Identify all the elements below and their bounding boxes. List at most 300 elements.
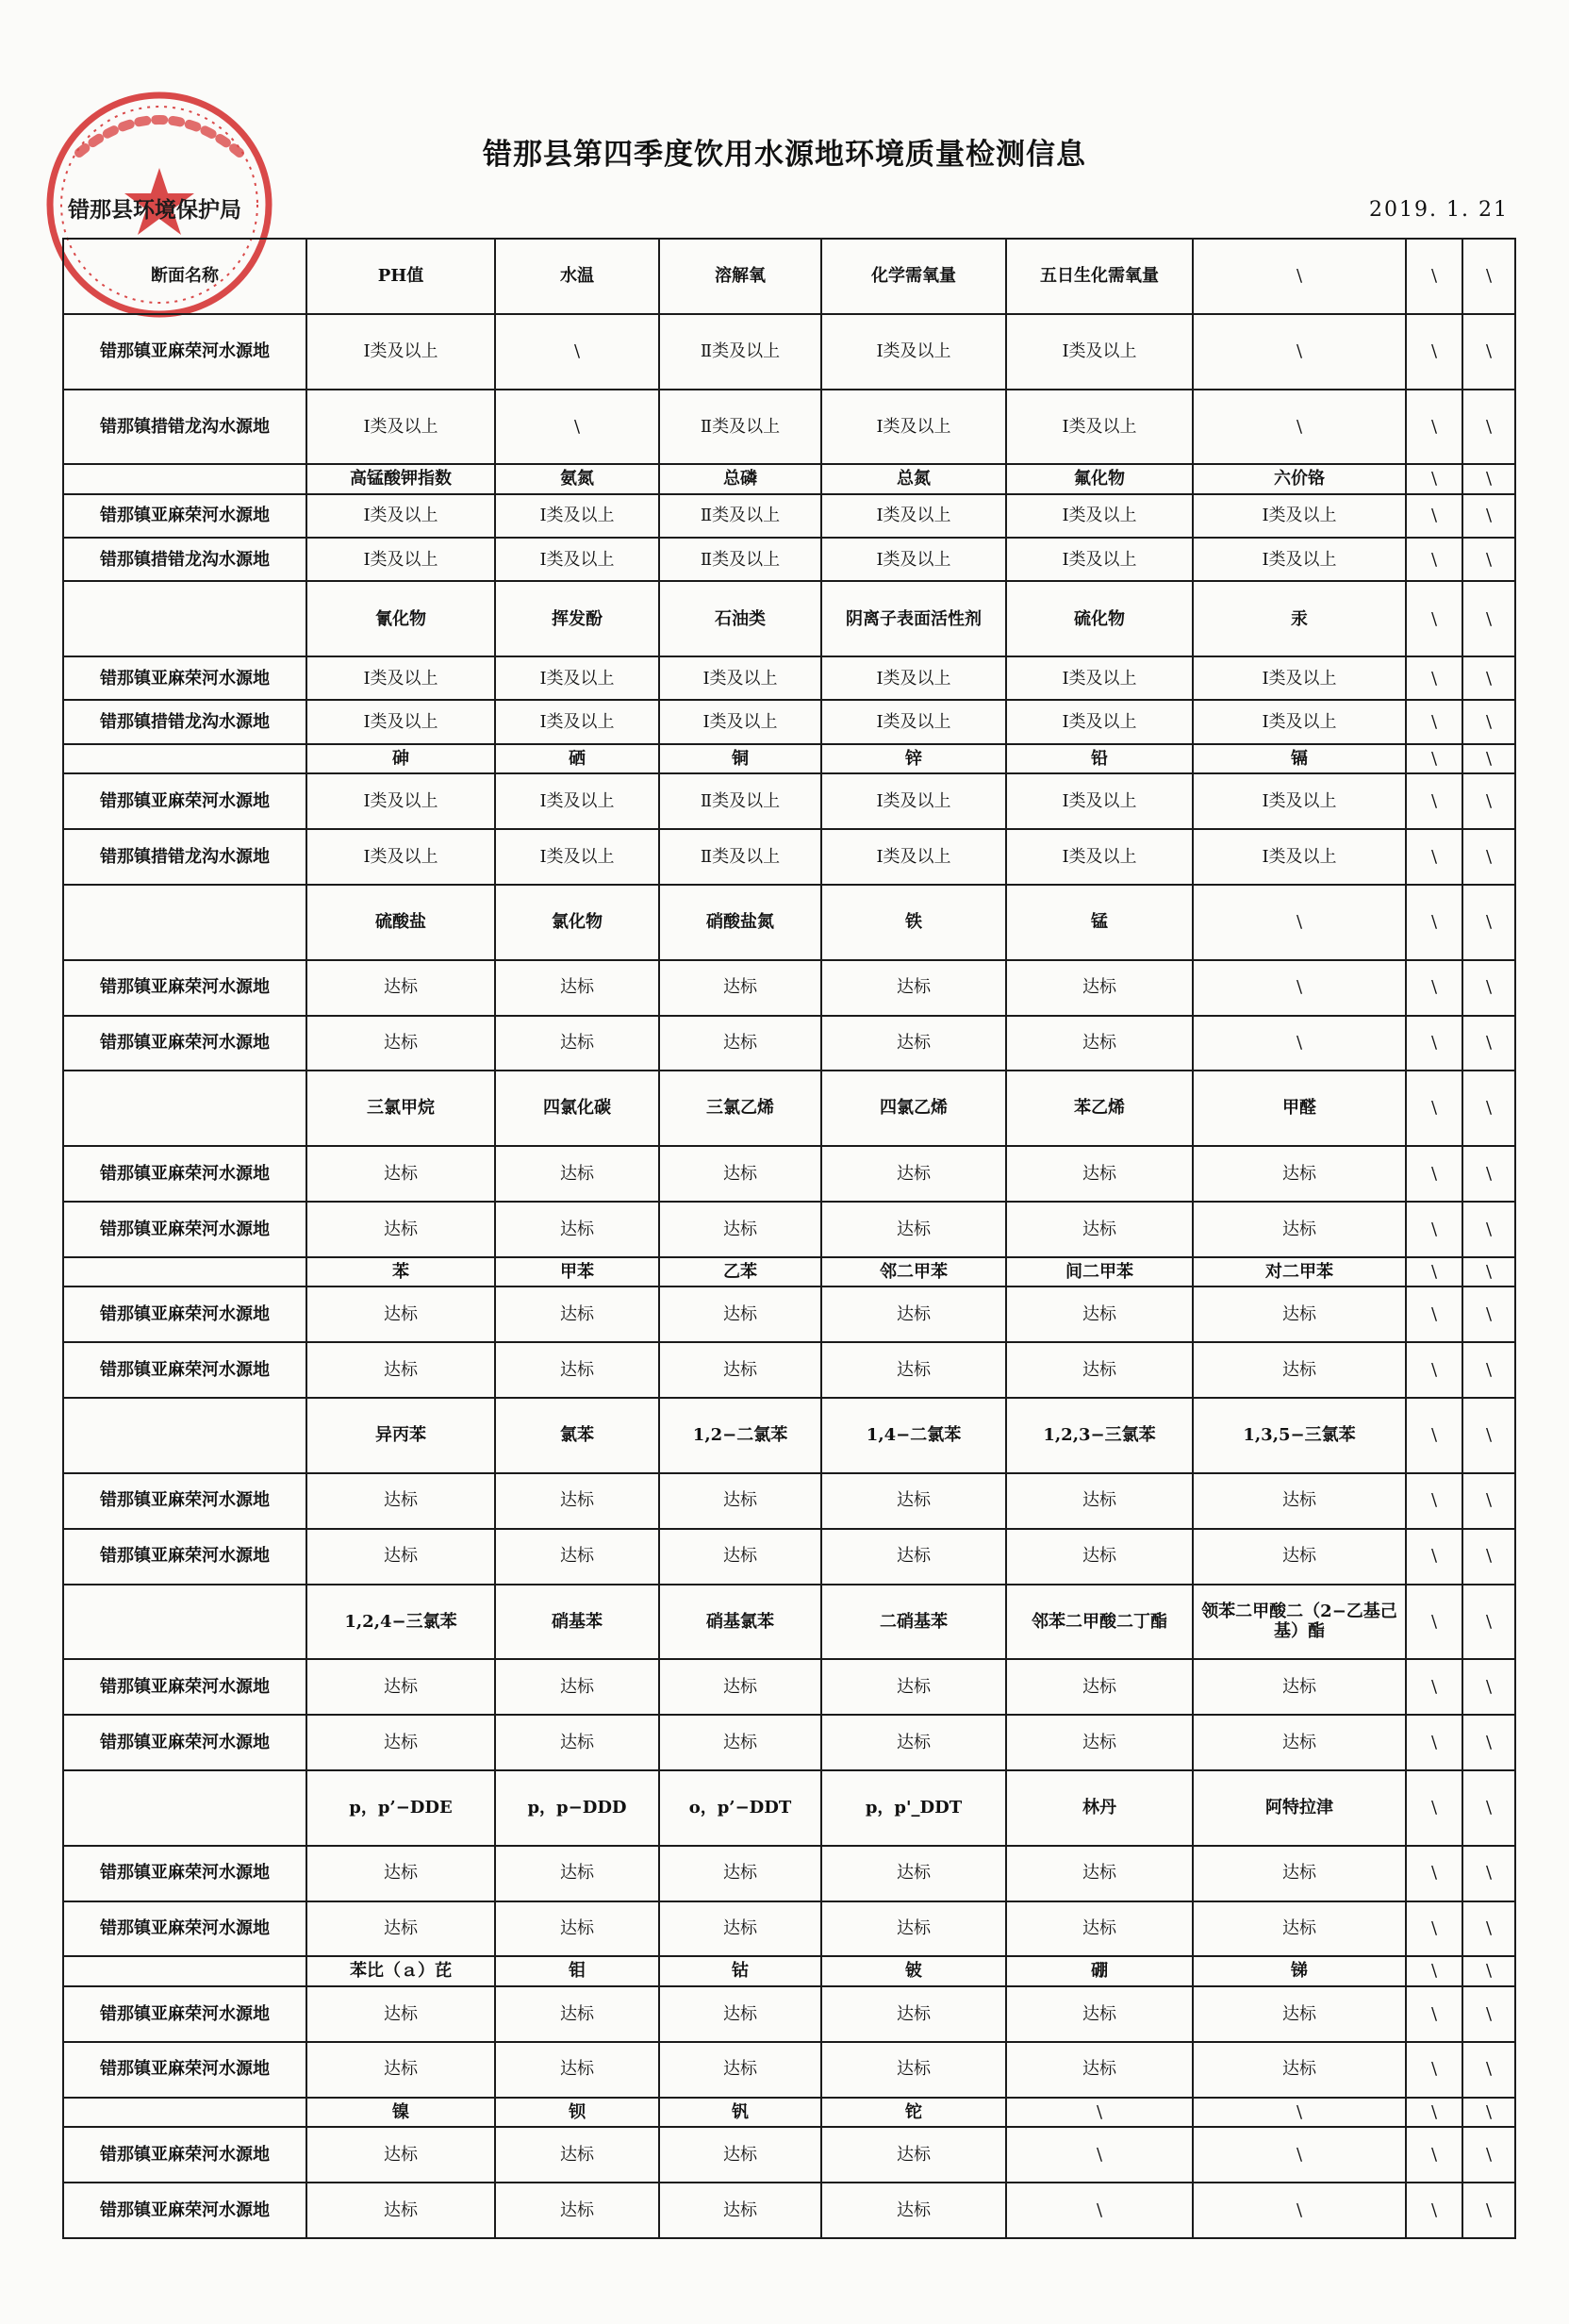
not-applicable-cell: \ [1462, 1016, 1515, 1071]
result-cell: 达标 [821, 960, 1006, 1016]
not-applicable-cell: \ [1006, 2098, 1193, 2128]
result-cell: 达标 [306, 1986, 495, 2042]
result-cell: 达标 [821, 2183, 1006, 2238]
document-date: 2019. 1. 21 [1369, 198, 1509, 222]
seal-agency-text: 错那县环境保护局 [68, 197, 241, 223]
parameter-name-cell: 高锰酸钾指数 [306, 464, 495, 494]
not-applicable-cell: \ [1193, 2098, 1406, 2128]
parameter-name-cell: 铍 [821, 1956, 1006, 1986]
document-title: 错那县第四季度饮用水源地环境质量检测信息 [483, 138, 1086, 172]
result-cell: Ⅰ类及以上 [306, 773, 495, 829]
result-cell: 达标 [821, 1016, 1006, 1071]
not-applicable-cell: \ [1462, 1901, 1515, 1957]
parameter-name-cell: 铜 [659, 744, 821, 774]
parameter-name-cell: 三氯乙烯 [659, 1071, 821, 1146]
not-applicable-cell: \ [1193, 885, 1406, 960]
site-data-row [63, 1146, 1515, 1202]
not-applicable-cell: \ [1406, 2127, 1462, 2183]
site-data-row [63, 1016, 1515, 1071]
site-name-cell: 错那镇亚麻荣河水源地 [63, 1529, 306, 1585]
parameter-name-cell: 锰 [1006, 885, 1193, 960]
result-cell: 达标 [659, 1473, 821, 1529]
parameter-name-cell: 苯 [306, 1257, 495, 1287]
result-cell: 达标 [495, 2042, 659, 2098]
site-data-row [63, 1286, 1515, 1342]
empty-cell [63, 581, 306, 656]
parameter-name-cell: 1,2,3−三氯苯 [1006, 1398, 1193, 1473]
parameter-name-cell: 氨氮 [495, 464, 659, 494]
not-applicable-cell: \ [1406, 1398, 1462, 1473]
site-name-cell: 错那镇措错龙沟水源地 [63, 538, 306, 581]
parameter-name-cell: p，p−DDD [495, 1770, 659, 1846]
parameter-name-cell: 锌 [821, 744, 1006, 774]
parameter-name-cell: 总氮 [821, 464, 1006, 494]
result-cell: 达标 [1193, 1473, 1406, 1529]
not-applicable-cell: \ [1462, 581, 1515, 656]
empty-cell [63, 1398, 306, 1473]
not-applicable-cell: \ [1406, 239, 1462, 314]
result-cell: 达标 [821, 1986, 1006, 2042]
result-cell: 达标 [821, 1715, 1006, 1770]
site-data-row [63, 1715, 1515, 1770]
result-cell: 达标 [306, 1659, 495, 1715]
result-cell: 达标 [306, 1342, 495, 1398]
not-applicable-cell: \ [1406, 1846, 1462, 1901]
result-cell: 达标 [1193, 1342, 1406, 1398]
result-cell: Ⅱ类及以上 [659, 829, 821, 885]
parameter-name-cell: 硫化物 [1006, 581, 1193, 656]
site-data-row [63, 773, 1515, 829]
result-cell: 达标 [495, 1715, 659, 1770]
not-applicable-cell: \ [1462, 2183, 1515, 2238]
not-applicable-cell: \ [1406, 538, 1462, 581]
result-cell: 达标 [821, 1342, 1006, 1398]
result-cell: 达标 [1006, 1715, 1193, 1770]
not-applicable-cell: \ [1462, 2042, 1515, 2098]
parameter-name-cell: 阿特拉津 [1193, 1770, 1406, 1846]
not-applicable-cell: \ [1462, 1202, 1515, 1257]
table-body [63, 239, 1515, 2238]
result-cell: 达标 [495, 2127, 659, 2183]
not-applicable-cell: \ [1462, 1659, 1515, 1715]
result-cell: 达标 [1193, 1659, 1406, 1715]
parameter-name-cell: 砷 [306, 744, 495, 774]
parameter-header-row [63, 1257, 1515, 1287]
result-cell: Ⅰ类及以上 [659, 700, 821, 743]
parameter-header-row [63, 1071, 1515, 1146]
not-applicable-cell: \ [1193, 2127, 1406, 2183]
result-cell: 达标 [306, 1473, 495, 1529]
empty-cell [63, 744, 306, 774]
parameter-name-cell: 总磷 [659, 464, 821, 494]
parameter-name-cell: 氰化物 [306, 581, 495, 656]
result-cell: 达标 [1193, 1901, 1406, 1957]
parameter-header-row [63, 744, 1515, 774]
result-cell: Ⅰ类及以上 [495, 494, 659, 538]
result-cell: 达标 [495, 1473, 659, 1529]
result-cell: Ⅰ类及以上 [821, 494, 1006, 538]
site-data-row [63, 700, 1515, 743]
site-data-row [63, 1659, 1515, 1715]
not-applicable-cell: \ [1462, 960, 1515, 1016]
section-name-header: 断面名称 [63, 239, 306, 314]
result-cell: 达标 [306, 2127, 495, 2183]
result-cell: Ⅰ类及以上 [306, 494, 495, 538]
result-cell: Ⅰ类及以上 [1006, 829, 1193, 885]
not-applicable-cell: \ [1462, 314, 1515, 390]
parameter-name-cell: 铅 [1006, 744, 1193, 774]
result-cell: 达标 [1006, 1901, 1193, 1957]
site-name-cell: 错那镇亚麻荣河水源地 [63, 1146, 306, 1202]
parameter-name-cell: 钴 [659, 1956, 821, 1986]
site-name-cell: 错那镇亚麻荣河水源地 [63, 1901, 306, 1957]
parameter-name-cell: 硒 [495, 744, 659, 774]
not-applicable-cell: \ [1406, 1715, 1462, 1770]
site-name-cell: 错那镇亚麻荣河水源地 [63, 1286, 306, 1342]
result-cell: Ⅱ类及以上 [659, 390, 821, 465]
result-cell: Ⅰ类及以上 [1006, 494, 1193, 538]
result-cell: 达标 [659, 1286, 821, 1342]
result-cell: 达标 [1193, 2042, 1406, 2098]
parameter-name-cell: 邻苯二甲酸二丁酯 [1006, 1585, 1193, 1660]
result-cell: Ⅰ类及以上 [1006, 314, 1193, 390]
result-cell: 达标 [1006, 1473, 1193, 1529]
site-name-cell: 错那镇亚麻荣河水源地 [63, 1846, 306, 1901]
not-applicable-cell: \ [1406, 829, 1462, 885]
not-applicable-cell: \ [1462, 1257, 1515, 1287]
parameter-name-cell: 六价铬 [1193, 464, 1406, 494]
result-cell: Ⅱ类及以上 [659, 314, 821, 390]
result-cell: 达标 [821, 2042, 1006, 2098]
not-applicable-cell: \ [1462, 390, 1515, 465]
parameter-name-cell: o，p’−DDT [659, 1770, 821, 1846]
site-name-cell: 错那镇亚麻荣河水源地 [63, 1016, 306, 1071]
not-applicable-cell: \ [1406, 1986, 1462, 2042]
not-applicable-cell: \ [1193, 2183, 1406, 2238]
result-cell: 达标 [306, 1901, 495, 1957]
parameter-name-cell: p，p’−DDE [306, 1770, 495, 1846]
site-data-row [63, 1901, 1515, 1957]
parameter-name-cell: 钒 [659, 2098, 821, 2128]
result-cell: 达标 [1006, 1342, 1193, 1398]
result-cell: 达标 [1193, 1286, 1406, 1342]
result-cell: 达标 [659, 1846, 821, 1901]
not-applicable-cell: \ [1462, 829, 1515, 885]
result-cell: 达标 [659, 1901, 821, 1957]
result-cell: Ⅰ类及以上 [821, 538, 1006, 581]
result-cell: 达标 [1006, 1529, 1193, 1585]
result-cell: 达标 [821, 1146, 1006, 1202]
result-cell: Ⅰ类及以上 [1006, 390, 1193, 465]
parameter-name-cell: 阴离子表面活性剂 [821, 581, 1006, 656]
result-cell: Ⅰ类及以上 [495, 773, 659, 829]
result-cell: Ⅰ类及以上 [821, 656, 1006, 700]
site-data-row [63, 2183, 1515, 2238]
not-applicable-cell: \ [1462, 2127, 1515, 2183]
parameter-name-cell: 锑 [1193, 1956, 1406, 1986]
site-data-row [63, 2127, 1515, 2183]
not-applicable-cell: \ [1406, 581, 1462, 656]
result-cell: 达标 [821, 1286, 1006, 1342]
not-applicable-cell: \ [1462, 1846, 1515, 1901]
result-cell: Ⅰ类及以上 [1193, 538, 1406, 581]
parameter-name-cell: 四氯乙烯 [821, 1071, 1006, 1146]
parameter-name-cell: 硫酸盐 [306, 885, 495, 960]
result-cell: 达标 [659, 1715, 821, 1770]
parameter-name-cell: 异丙苯 [306, 1398, 495, 1473]
not-applicable-cell: \ [1462, 1398, 1515, 1473]
result-cell: Ⅰ类及以上 [1006, 700, 1193, 743]
not-applicable-cell: \ [1006, 2183, 1193, 2238]
result-cell: 达标 [495, 1202, 659, 1257]
not-applicable-cell: \ [1406, 744, 1462, 774]
parameter-name-cell: p，p'_DDT [821, 1770, 1006, 1846]
not-applicable-cell: \ [1406, 1286, 1462, 1342]
result-cell: 达标 [659, 1986, 821, 2042]
not-applicable-cell: \ [1406, 1659, 1462, 1715]
not-applicable-cell: \ [1006, 2127, 1193, 2183]
result-cell: 达标 [821, 1659, 1006, 1715]
not-applicable-cell: \ [1462, 1986, 1515, 2042]
parameter-name-cell: 乙苯 [659, 1257, 821, 1287]
site-name-cell: 错那镇亚麻荣河水源地 [63, 2042, 306, 2098]
parameter-name-cell: 溶解氧 [659, 239, 821, 314]
not-applicable-cell: \ [1462, 538, 1515, 581]
result-cell: Ⅰ类及以上 [1193, 700, 1406, 743]
result-cell: 达标 [1006, 1016, 1193, 1071]
parameter-name-cell: 氯苯 [495, 1398, 659, 1473]
result-cell: 达标 [306, 1846, 495, 1901]
site-name-cell: 错那镇亚麻荣河水源地 [63, 494, 306, 538]
result-cell: 达标 [495, 1146, 659, 1202]
not-applicable-cell: \ [1406, 1016, 1462, 1071]
not-applicable-cell: \ [1406, 390, 1462, 465]
not-applicable-cell: \ [1462, 744, 1515, 774]
not-applicable-cell: \ [1462, 494, 1515, 538]
result-cell: 达标 [495, 1659, 659, 1715]
not-applicable-cell: \ [1462, 773, 1515, 829]
parameter-name-cell: 五日生化需氧量 [1006, 239, 1193, 314]
parameter-name-cell: 间二甲苯 [1006, 1257, 1193, 1287]
result-cell: 达标 [495, 1901, 659, 1957]
not-applicable-cell: \ [1406, 2183, 1462, 2238]
site-data-row [63, 656, 1515, 700]
result-cell: 达标 [495, 1846, 659, 1901]
result-cell: 达标 [659, 2042, 821, 2098]
not-applicable-cell: \ [495, 314, 659, 390]
not-applicable-cell: \ [1193, 314, 1406, 390]
not-applicable-cell: \ [1462, 1770, 1515, 1846]
parameter-name-cell: 邻二甲苯 [821, 1257, 1006, 1287]
result-cell: Ⅰ类及以上 [306, 656, 495, 700]
result-cell: Ⅱ类及以上 [659, 538, 821, 581]
result-cell: Ⅱ类及以上 [659, 773, 821, 829]
site-name-cell: 错那镇措错龙沟水源地 [63, 700, 306, 743]
result-cell: Ⅰ类及以上 [1006, 773, 1193, 829]
not-applicable-cell: \ [1406, 2042, 1462, 2098]
site-data-row [63, 1342, 1515, 1398]
not-applicable-cell: \ [1406, 1956, 1462, 1986]
not-applicable-cell: \ [1406, 960, 1462, 1016]
result-cell: 达标 [659, 1342, 821, 1398]
parameter-name-cell: 1,3,5−三氯苯 [1193, 1398, 1406, 1473]
result-cell: 达标 [821, 1529, 1006, 1585]
parameter-name-cell: 1,2,4−三氯苯 [306, 1585, 495, 1660]
not-applicable-cell: \ [1462, 1342, 1515, 1398]
not-applicable-cell: \ [1406, 2098, 1462, 2128]
result-cell: Ⅰ类及以上 [1006, 656, 1193, 700]
result-cell: 达标 [659, 1659, 821, 1715]
parameter-name-cell: 汞 [1193, 581, 1406, 656]
result-cell: 达标 [306, 960, 495, 1016]
not-applicable-cell: \ [1193, 1016, 1406, 1071]
result-cell: 达标 [306, 1146, 495, 1202]
site-data-row [63, 1473, 1515, 1529]
parameter-header-row [63, 1956, 1515, 1986]
parameter-name-cell: 镉 [1193, 744, 1406, 774]
result-cell: 达标 [821, 1473, 1006, 1529]
site-name-cell: 错那镇亚麻荣河水源地 [63, 960, 306, 1016]
site-name-cell: 错那镇措错龙沟水源地 [63, 829, 306, 885]
not-applicable-cell: \ [1406, 314, 1462, 390]
site-name-cell: 错那镇亚麻荣河水源地 [63, 2127, 306, 2183]
result-cell: 达标 [495, 1529, 659, 1585]
parameter-header-row [63, 885, 1515, 960]
not-applicable-cell: \ [1462, 700, 1515, 743]
result-cell: Ⅰ类及以上 [306, 314, 495, 390]
parameter-name-cell: 石油类 [659, 581, 821, 656]
result-cell: Ⅰ类及以上 [821, 700, 1006, 743]
result-cell: 达标 [1006, 1986, 1193, 2042]
not-applicable-cell: \ [1462, 464, 1515, 494]
result-cell: Ⅰ类及以上 [1193, 656, 1406, 700]
site-data-row [63, 829, 1515, 885]
parameter-name-cell: 三氯甲烷 [306, 1071, 495, 1146]
not-applicable-cell: \ [1193, 960, 1406, 1016]
result-cell: Ⅰ类及以上 [306, 700, 495, 743]
site-data-row [63, 2042, 1515, 2098]
not-applicable-cell: \ [1462, 1715, 1515, 1770]
result-cell: 达标 [306, 1286, 495, 1342]
result-cell: 达标 [1193, 1846, 1406, 1901]
parameter-name-cell: 甲醛 [1193, 1071, 1406, 1146]
result-cell: 达标 [306, 1016, 495, 1071]
not-applicable-cell: \ [1406, 494, 1462, 538]
not-applicable-cell: \ [1406, 1146, 1462, 1202]
parameter-name-cell: PH值 [306, 239, 495, 314]
result-cell: 达标 [659, 1146, 821, 1202]
result-cell: 达标 [821, 1901, 1006, 1957]
result-cell: 达标 [821, 2127, 1006, 2183]
result-cell: Ⅰ类及以上 [1193, 494, 1406, 538]
result-cell: 达标 [659, 1016, 821, 1071]
not-applicable-cell: \ [1462, 1473, 1515, 1529]
not-applicable-cell: \ [1462, 1956, 1515, 1986]
site-name-cell: 错那镇亚麻荣河水源地 [63, 314, 306, 390]
result-cell: 达标 [306, 1715, 495, 1770]
parameter-name-cell: 二硝基苯 [821, 1585, 1006, 1660]
not-applicable-cell: \ [1406, 464, 1462, 494]
parameter-header-row [63, 1585, 1515, 1660]
parameter-name-cell: 苯比（ａ）芘 [306, 1956, 495, 1986]
result-cell: Ⅰ类及以上 [1193, 773, 1406, 829]
parameter-name-cell: 硝酸盐氮 [659, 885, 821, 960]
not-applicable-cell: \ [1406, 1071, 1462, 1146]
result-cell: Ⅰ类及以上 [821, 390, 1006, 465]
result-cell: 达标 [1006, 1846, 1193, 1901]
empty-cell [63, 1071, 306, 1146]
empty-cell [63, 885, 306, 960]
result-cell: 达标 [495, 2183, 659, 2238]
not-applicable-cell: \ [1406, 656, 1462, 700]
result-cell: Ⅰ类及以上 [495, 656, 659, 700]
result-cell: 达标 [306, 1529, 495, 1585]
site-name-cell: 错那镇亚麻荣河水源地 [63, 1715, 306, 1770]
site-name-cell: 错那镇亚麻荣河水源地 [63, 1342, 306, 1398]
site-data-row [63, 1846, 1515, 1901]
result-cell: Ⅰ类及以上 [495, 829, 659, 885]
not-applicable-cell: \ [1406, 773, 1462, 829]
result-cell: 达标 [495, 1342, 659, 1398]
parameter-name-cell: 甲苯 [495, 1257, 659, 1287]
parameter-name-cell: 化学需氧量 [821, 239, 1006, 314]
site-name-cell: 错那镇措错龙沟水源地 [63, 390, 306, 465]
result-cell: 达标 [659, 2183, 821, 2238]
result-cell: 达标 [659, 2127, 821, 2183]
result-cell: 达标 [1193, 1529, 1406, 1585]
parameter-name-cell: 水温 [495, 239, 659, 314]
result-cell: Ⅱ类及以上 [659, 494, 821, 538]
not-applicable-cell: \ [1406, 1473, 1462, 1529]
result-cell: 达标 [1193, 1146, 1406, 1202]
result-cell: 达标 [495, 960, 659, 1016]
site-data-row [63, 1529, 1515, 1585]
result-cell: 达标 [495, 1286, 659, 1342]
parameter-header-row [63, 2098, 1515, 2128]
parameter-name-cell: 四氯化碳 [495, 1071, 659, 1146]
site-data-row [63, 314, 1515, 390]
empty-cell [63, 464, 306, 494]
result-cell: 达标 [1006, 1659, 1193, 1715]
parameter-header-row [63, 239, 1515, 314]
not-applicable-cell: \ [1406, 1585, 1462, 1660]
not-applicable-cell: \ [1462, 1286, 1515, 1342]
parameter-name-cell: 钼 [495, 1956, 659, 1986]
not-applicable-cell: \ [1462, 1529, 1515, 1585]
parameter-name-cell: 硝基苯 [495, 1585, 659, 1660]
parameter-name-cell: 铁 [821, 885, 1006, 960]
result-cell: 达标 [1193, 1986, 1406, 2042]
not-applicable-cell: \ [1406, 1529, 1462, 1585]
result-cell: Ⅰ类及以上 [306, 829, 495, 885]
result-cell: Ⅰ类及以上 [495, 538, 659, 581]
not-applicable-cell: \ [1193, 390, 1406, 465]
site-data-row [63, 960, 1515, 1016]
empty-cell [63, 1956, 306, 1986]
site-name-cell: 错那镇亚麻荣河水源地 [63, 1473, 306, 1529]
parameter-name-cell: 挥发酚 [495, 581, 659, 656]
site-name-cell: 错那镇亚麻荣河水源地 [63, 1986, 306, 2042]
result-cell: 达标 [306, 1202, 495, 1257]
result-cell: Ⅰ类及以上 [495, 700, 659, 743]
result-cell: Ⅰ类及以上 [306, 390, 495, 465]
empty-cell [63, 2098, 306, 2128]
result-cell: 达标 [1193, 1715, 1406, 1770]
not-applicable-cell: \ [1406, 1901, 1462, 1957]
result-cell: 达标 [495, 1986, 659, 2042]
result-cell: Ⅰ类及以上 [659, 656, 821, 700]
result-cell: 达标 [306, 2042, 495, 2098]
